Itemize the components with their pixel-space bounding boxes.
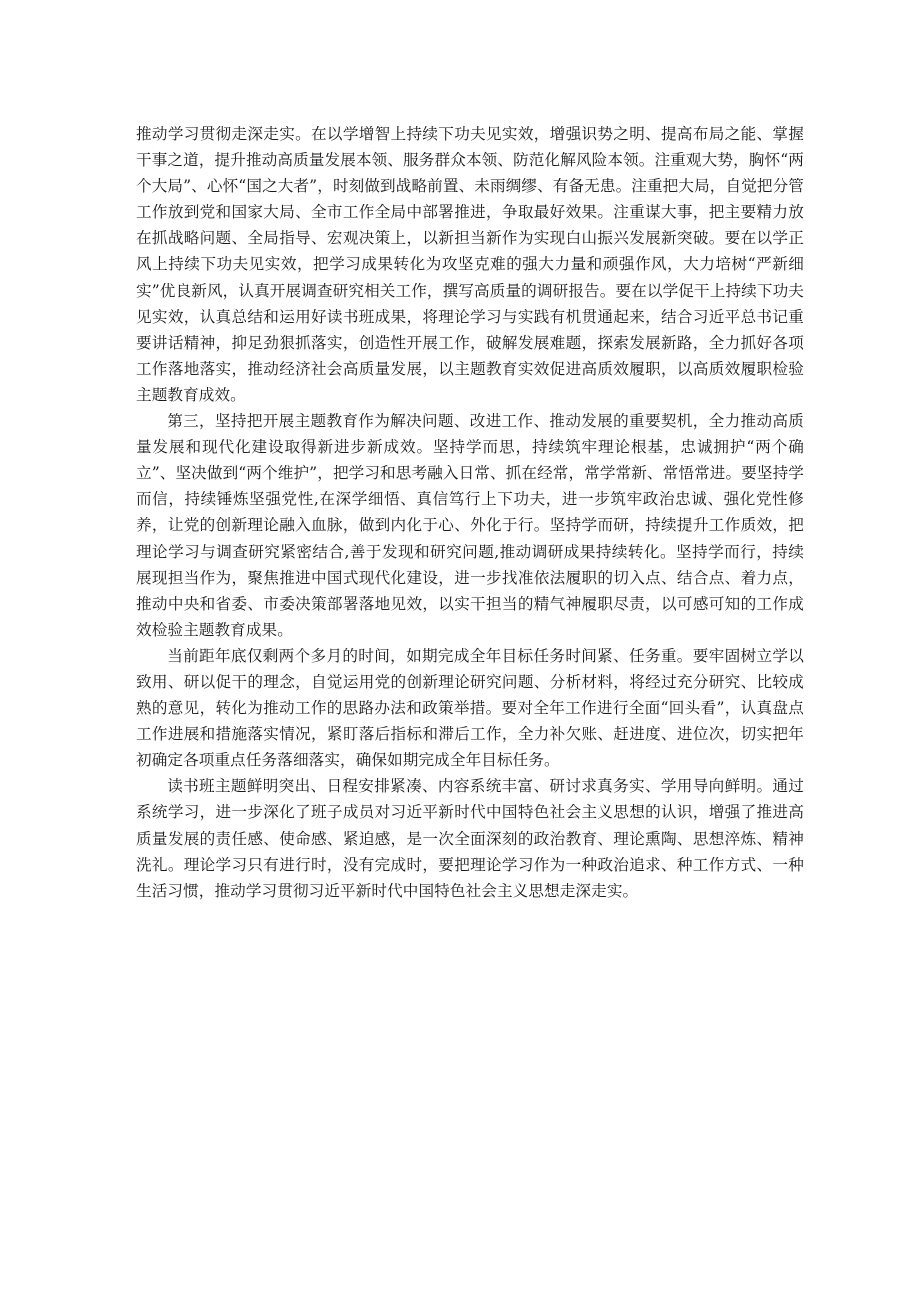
paragraph-1: 推动学习贯彻走深走实。在以学增智上持续下功夫见实效，增强识势之明、提高布局之能、掌握干事之道，提升推动高质量发展本领、服务群众本领、防范化解风险本领。注重观大势，胸怀“两个大局”、心怀“国之大者”，时刻做到战略前置、未雨绸缪、有备无患。注重把大局，自觉把分管工作放到党和国家大局、全市工作全局中部署推进，争取最好效果。注重谋大事，把主要精力放在抓战略问题、全局指导、宏观决策上，以新担当新作为实现白山振兴发展新突破。要在以学正风上持续下功夫见实效，把学习成果转化为攻坚克难的强大力量和顽强作风，大力培树“严新细实”优良新风，认真开展调查研究相关工作，撰写高质量的调研报告。要在以学促干上持续下功夫见实效，认真总结和运用好读书班成果，将理论学习与实践有机贯通起来，结合习近平总书记重要讲话精神，抑足劲狠抓落实，创造性开展工作，破解发展难题，探索发展新路，全力抓好各项工作落地落实，推动经济社会高质量发展，以主题教育实效促进高质效履职，以高质效履职检验主题教育成效。 — [136, 125, 804, 404]
paragraph-2: 第三，坚持把开展主题教育作为解决问题、改进工作、推动发展的重要契机，全力推动高质量发展和现代化建设取得新进步新成效。坚持学而思，持续筑牢理论根基，忠诚拥护“两个确立”、坚决做到“两个维护”，把学习和思考融入日常、抓在经常，常学常新、常悟常进。要坚持学而信，持续锤炼坚强党性,在深学细悟、真信笃行上下功夫，进一步筑牢政治忠诚、强化党性修养，让党的创新理论融入血脉，做到内化于心、外化于行。坚持学而研，持续提升工作质效，把理论学习与调查研究紧密结合,善于发现和研究问题,推动调研成果持续转化。坚持学而行，持续展现担当作为，聚焦推进中国式现代化建设，进一步找准依法履职的切入点、结合点、着力点，推动中央和省委、市委决策部署落地见效，以实干担当的精气神履职尽责，以可感可知的工作成效检验主题教育成果。 — [136, 412, 804, 639]
document-body — [136, 121, 804, 904]
paragraph-3: 当前距年底仅剩两个多月的时间，如期完成全年目标任务时间紧、任务重。要牢固树立学以致用、研以促干的理念，自觉运用党的创新理论研究问题、分析材料，将经过充分研究、比较成熟的意见，转化为推动工作的思路办法和政策举措。要对全年工作进行全面“回头看”，认真盘点工作进展和措施落实情况，紧盯落后指标和滞后工作，全力补欠账、赶进度、进位次，切实把年初确定各项重点任务落细落实，确保如期完成全年目标任务。 — [136, 646, 804, 770]
paragraph-4: 读书班主题鲜明突出、日程安排紧凑、内容系统丰富、研讨求真务实、学用导向鲜明。通过系统学习，进一步深化了班子成员对习近平新时代中国特色社会主义思想的认识，增强了推进高质量发展的责任感、使命感、紧迫感，是一次全面深刻的政治教育、理论熏陶、思想淬炼、精神洗礼。理论学习只有进行时，没有完成时，要把理论学习作为一种政治追求、种工作方式、一种生活习惯，推动学习贯彻习近平新时代中国特色社会主义思想走深走实。 — [136, 777, 804, 900]
